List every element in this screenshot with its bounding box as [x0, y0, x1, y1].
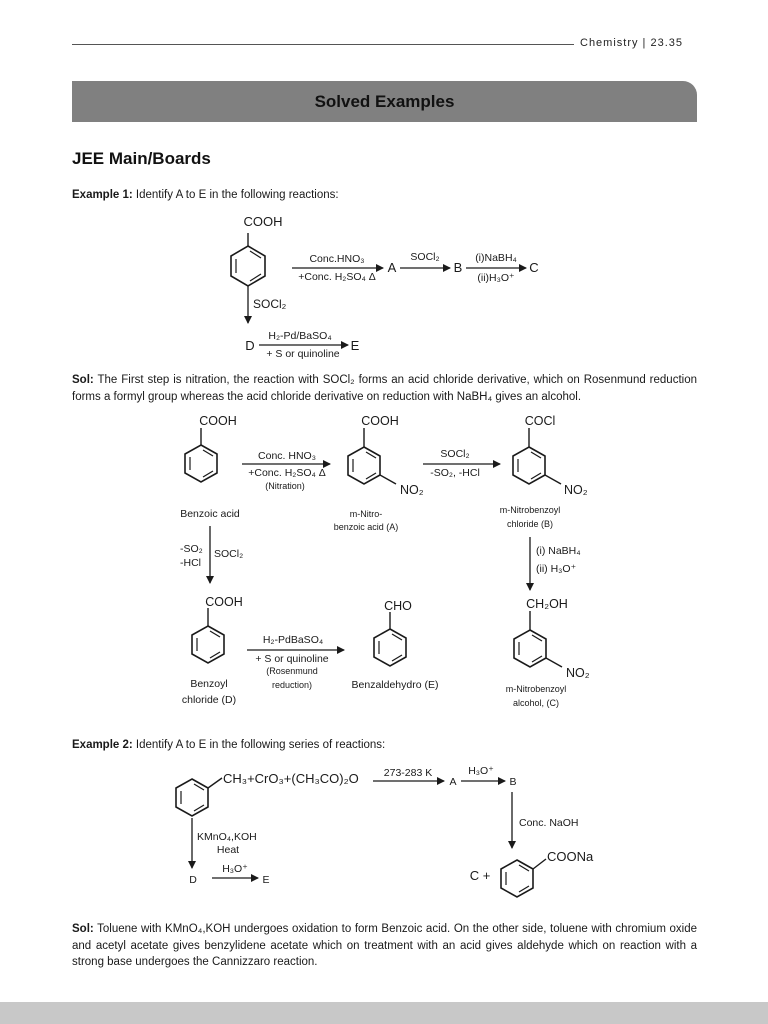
ex1-r1-bottom: +Conc. H₂SO₄ Δ	[298, 271, 376, 283]
b-group: COCl	[524, 414, 556, 428]
benzene-ring-icon	[348, 428, 396, 484]
example-1-label: Example 1:	[72, 189, 133, 201]
example-2-label: Example 2:	[72, 739, 133, 751]
benzene-ring-icon	[231, 233, 265, 286]
sol1-down1-left-2: -HCl	[180, 557, 201, 569]
e-group: CHO	[384, 599, 412, 613]
sol1-step1-bottom: +Conc. H₂SO₄ Δ	[248, 467, 326, 479]
ex1-E: E	[350, 338, 360, 353]
ex1-r2-top: SOCl₂	[410, 251, 440, 263]
ex1-B: B	[453, 260, 463, 275]
c-group: CH₂OH	[526, 597, 568, 611]
ex1-C: C	[529, 260, 539, 275]
sol1-step3-note-1: (Rosenmund	[266, 666, 318, 676]
ex1-r4-bottom: + S or quinoline	[266, 348, 340, 360]
solution-1-text: The First step is nitration, the reaction with SOCl₂ forms an acid chloride derivative, which on Rosenmund reduction forms a formyl group whereas the acid chloride derivative on reduction with NaBH₄ gives an alcohol.	[72, 374, 697, 403]
ex1-down-reagent: SOCl₂	[253, 297, 287, 311]
benzene-ring-icon	[513, 428, 561, 484]
solution-2-text: Toluene with KMnO₄,KOH undergoes oxidation to form Benzoic acid. On the other side, toluene with chromium oxide and acetyl acetate gives benzylidene acetate which on treatment with an acid gives aldehyde which on reaction with a strong base undergoes the Cannizzaro reaction.	[72, 923, 697, 968]
benzoic-name: Benzoic acid	[180, 508, 240, 520]
e-name: Benzaldehydro (E)	[351, 679, 439, 691]
ex1-r3-bottom: (ii)H₃O⁺	[477, 272, 515, 284]
ex1-D: D	[245, 338, 255, 353]
sol1-down1-left-1: -SO₂	[180, 543, 203, 555]
solution-2-label: Sol:	[72, 923, 94, 935]
sol1-step3-note-2: reduction)	[271, 680, 313, 690]
b-substituent: NO₂	[564, 483, 588, 497]
sol1-step3-bottom: + S or quinoline	[255, 653, 329, 665]
ex2-B: B	[509, 776, 517, 788]
ex1-r4-top: H₂-Pd/BaSO₄	[268, 330, 332, 342]
ex2-down-left-1: KMnO₄,KOH	[197, 831, 257, 843]
c-name-1: m-Nitrobenzoyl	[505, 684, 567, 694]
toluene-reagents: CH₃+CrO₃+(CH₃CO)₂O	[223, 771, 359, 786]
ex1-A: A	[387, 260, 397, 275]
benzene-ring-icon	[192, 608, 224, 663]
solution-1-scheme	[180, 414, 590, 708]
a-name-1: m-Nitro-	[349, 509, 383, 519]
a-group: COOH	[361, 414, 399, 428]
a-substituent: NO₂	[400, 483, 424, 497]
ex2-r1-top: 273-283 K	[383, 767, 433, 779]
example-1-scheme	[231, 214, 539, 360]
ex2-D: D	[189, 874, 197, 886]
ex2-down-left-2: Heat	[216, 844, 240, 856]
ex2-E: E	[262, 874, 270, 886]
a-name-2: benzoic acid (A)	[333, 522, 399, 532]
sol1-down2-2: (ii) H₃O⁺	[536, 563, 577, 575]
benzene-ring-icon	[374, 612, 406, 666]
benzene-ring-icon	[176, 778, 222, 816]
ex1-r1-top: Conc.HNO₃	[309, 253, 365, 265]
b-name-1: m-Nitrobenzoyl	[499, 505, 561, 515]
ex2-r2-top: H₃O⁺	[468, 765, 494, 777]
sol1-step2-top: SOCl₂	[440, 448, 470, 460]
d-group: COOH	[205, 595, 243, 609]
sol1-down1-right: SOCl₂	[214, 548, 244, 560]
ex2-C-plus: C +	[469, 868, 491, 883]
benzene-ring-icon	[185, 428, 217, 482]
benzene-ring-icon	[501, 859, 546, 897]
solution-1-label: Sol:	[72, 374, 94, 386]
footer-band	[0, 1002, 768, 1024]
ex1-r3-top: (i)NaBH₄	[475, 252, 517, 264]
banner-title: Solved Examples	[314, 91, 455, 111]
benzoic-group: COOH	[199, 414, 237, 428]
ex2-product-group: COONa	[547, 849, 594, 864]
c-substituent: NO₂	[566, 666, 590, 680]
d-name-2: chloride (D)	[181, 694, 237, 706]
example-2-text: Identify A to E in the following series of reactions:	[132, 739, 386, 751]
sol1-step2-bottom: -SO₂, -HCl	[430, 467, 480, 479]
sol1-down2-1: (i) NaBH₄	[536, 545, 581, 557]
ex2-r3-top: H₃O⁺	[222, 863, 248, 875]
c-name-2: alcohol, (C)	[512, 698, 560, 708]
ex2-A: A	[449, 776, 457, 788]
sol1-step1-top: Conc. HNO₃	[258, 450, 316, 462]
benzene-ring-icon	[514, 611, 562, 667]
b-name-2: chloride (B)	[506, 519, 554, 529]
ex2-down-right: Conc. NaOH	[519, 817, 579, 829]
sol1-step1-note: (Nitration)	[265, 481, 305, 491]
section-heading: JEE Main/Boards	[72, 149, 211, 168]
example-1-text: Identify A to E in the following reactions:	[132, 189, 339, 201]
ex1-start-group: COOH	[243, 214, 283, 229]
d-name-1: Benzoyl	[190, 678, 228, 690]
running-header: Chemistry | 23.35	[580, 37, 684, 49]
sol1-step3-top: H₂-PdBaSO₄	[262, 634, 324, 646]
example-2-scheme	[176, 765, 594, 897]
